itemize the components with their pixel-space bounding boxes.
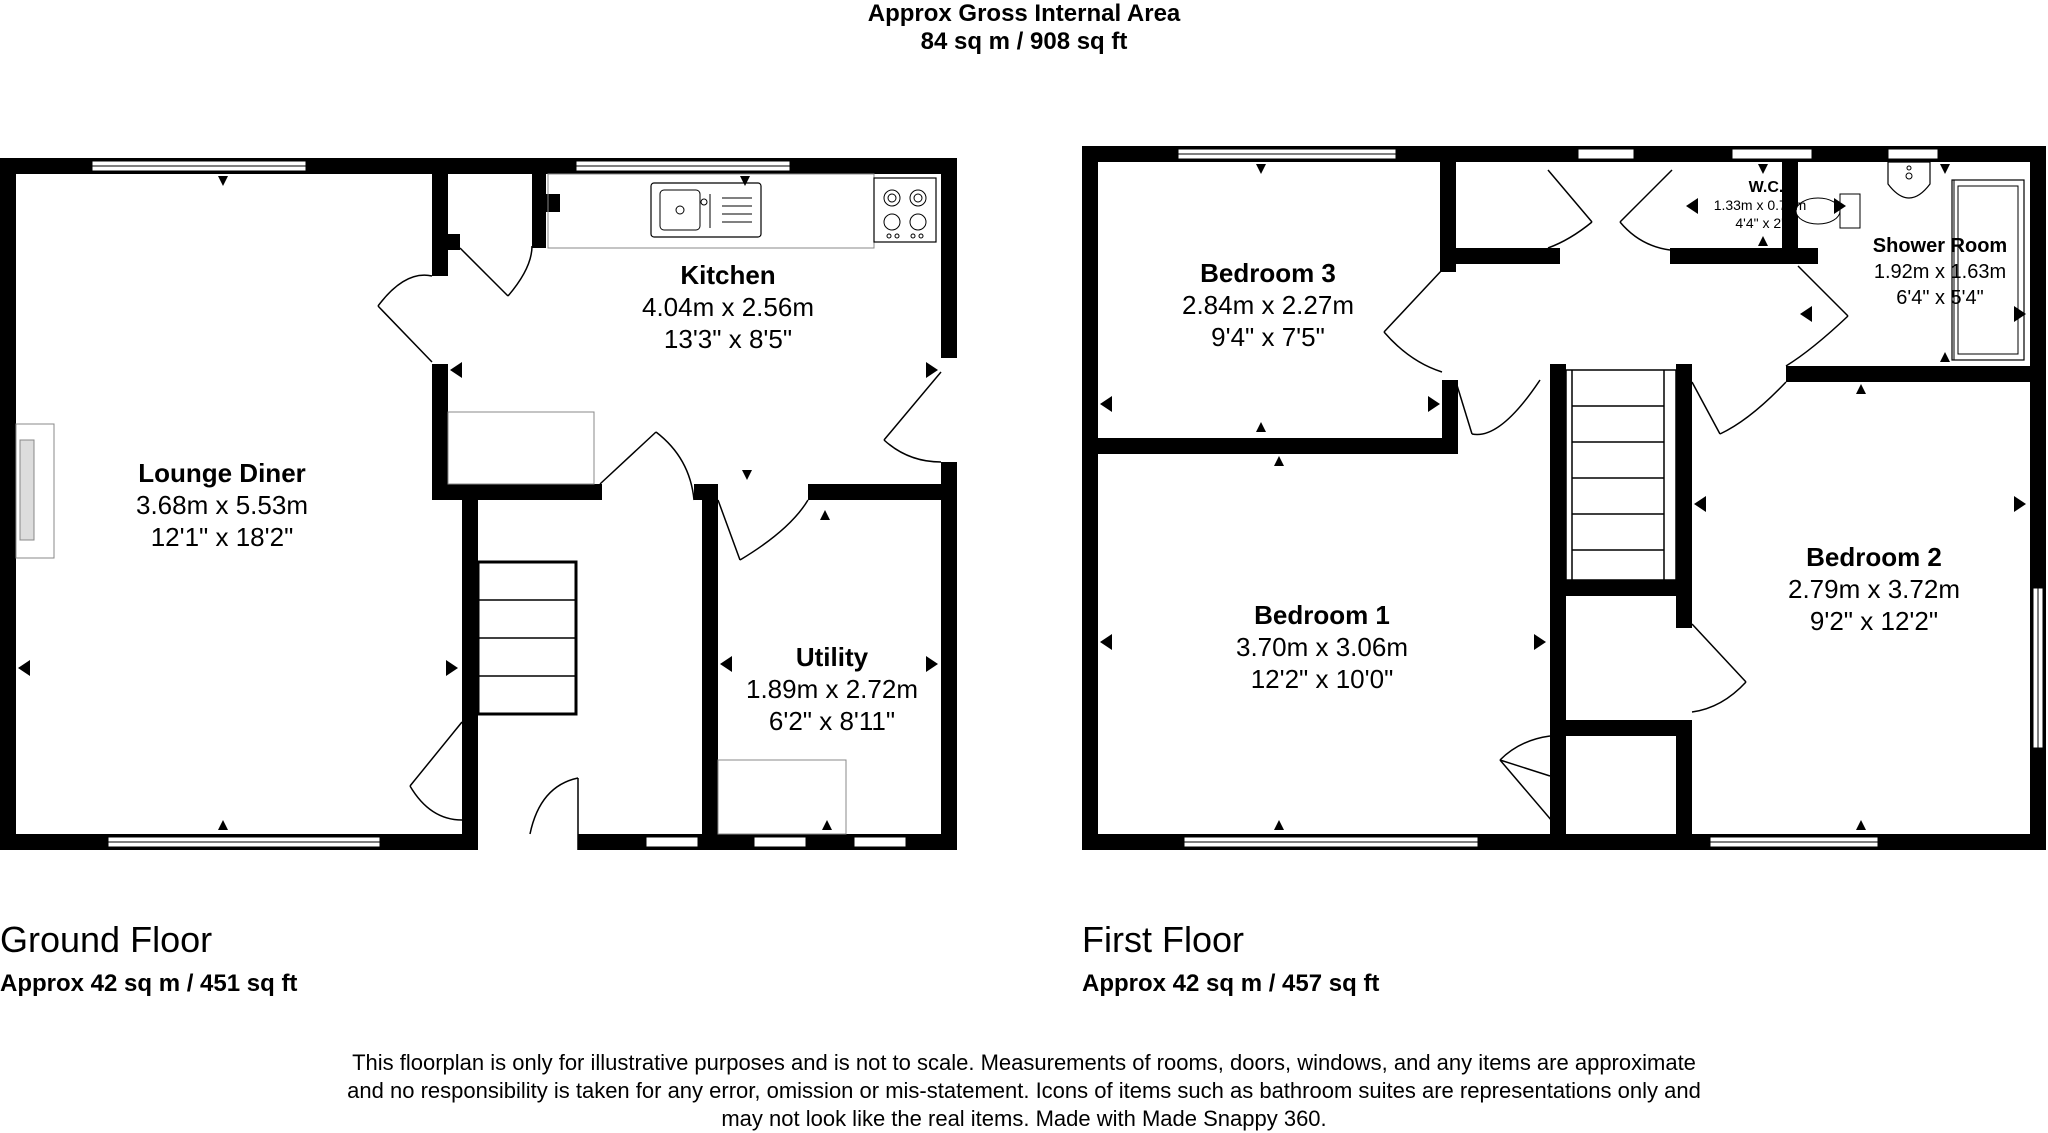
room-name-bedroom-1: Bedroom 1 <box>1254 600 1390 630</box>
room-name-wc: W.C. <box>1748 179 1784 196</box>
gf-wall-utility-north-right <box>808 484 957 500</box>
ground-floor-plan <box>0 158 957 850</box>
room-name-shower-room: Shower Room <box>1872 235 2008 257</box>
ff-wall-stair-east-low <box>1676 604 1692 628</box>
ff-west-wall <box>1082 146 1098 850</box>
gf-window-utility-south-2 <box>854 837 906 847</box>
gf-wall-pantry-stub <box>438 234 460 250</box>
ff-staircase <box>1566 370 1676 580</box>
room-dim-m-lounge-diner: 3.68m x 5.53m <box>136 490 308 520</box>
room-name-utility: Utility <box>795 642 869 672</box>
room-dim-m-bedroom-2: 2.79m x 3.72m <box>1788 574 1960 604</box>
gf-window-utility-south-1 <box>754 837 806 847</box>
first-floor-label: First Floor <box>1082 919 1244 960</box>
gf-kitchen-counter <box>448 412 594 484</box>
room-name-lounge-diner: Lounge Diner <box>138 458 306 488</box>
ground-floor-label: Ground Floor <box>0 919 213 960</box>
gf-wall-kitchen-south <box>432 484 602 500</box>
gf-wall-lounge-kitchen <box>432 364 448 500</box>
ff-wall-shower-south <box>1786 366 2030 382</box>
room-name-bedroom-3: Bedroom 3 <box>1200 258 1336 288</box>
ff-wall-cupboard2-north <box>1566 720 1678 736</box>
ff-window-shower <box>1888 149 1938 159</box>
ff-wall-stair-west <box>1550 364 1566 850</box>
gf-east-wall-upper <box>941 158 957 358</box>
ff-wall-wc-south <box>1670 248 1798 264</box>
gf-wall-pantry-right <box>532 174 546 248</box>
room-dim-ft-shower-room: 6'4" x 5'4" <box>1896 287 1984 309</box>
ff-wall-bed3-east-lower <box>1442 380 1458 454</box>
room-dim-ft-kitchen: 13'3" x 8'5" <box>663 324 793 354</box>
disclaimer-line-3: may not look like the real items. Made with Made Snappy 360. <box>721 1106 1327 1131</box>
sink-icon <box>651 183 761 237</box>
room-dim-m-bedroom-3: 2.84m x 2.27m <box>1182 290 1354 320</box>
fireplace-icon <box>16 424 54 558</box>
ff-wall-cupboard2-east <box>1676 720 1692 850</box>
room-name-bedroom-2: Bedroom 2 <box>1806 542 1942 572</box>
ground-floor-area: Approx 42 sq m / 451 sq ft <box>0 970 298 997</box>
ff-wall-stair-south <box>1566 580 1676 596</box>
gf-east-wall-lower <box>941 462 957 850</box>
gross-area-value: 84 sq m / 908 sq ft <box>920 28 1128 55</box>
basin-icon <box>1888 162 1930 198</box>
ff-wall-cupboard-stub <box>1550 248 1560 264</box>
room-dim-m-kitchen: 4.04m x 2.56m <box>642 292 814 322</box>
ff-wall-bed3-bed1 <box>1098 438 1458 454</box>
ff-wall-shower-south-left <box>1782 248 1818 264</box>
first-floor-plan <box>1082 146 2046 850</box>
gf-wall-utility-west <box>702 484 718 850</box>
hob-icon <box>874 178 936 242</box>
room-dim-m-wc: 1.33m x 0.74m <box>1713 197 1807 213</box>
first-floor-area: Approx 42 sq m / 457 sq ft <box>1082 970 1380 997</box>
room-dim-ft-bedroom-1: 12'2" x 10'0" <box>1250 664 1394 694</box>
room-dim-m-bedroom-1: 3.70m x 3.06m <box>1236 632 1408 662</box>
gf-window-hall-south <box>646 837 698 847</box>
disclaimer-line-2: and no responsibility is taken for any error, omission or mis-statement. Icons of items such as bathroom suites are representations only and <box>347 1078 1701 1103</box>
room-dim-ft-bedroom-2: 9'2" x 12'2" <box>1809 606 1939 636</box>
ff-window-wc <box>1732 149 1812 159</box>
room-dim-m-shower-room: 1.92m x 1.63m <box>1873 261 2007 283</box>
room-name-kitchen: Kitchen <box>680 260 776 290</box>
room-dim-ft-lounge-diner: 12'1" x 18'2" <box>150 522 294 552</box>
gf-staircase <box>478 562 576 714</box>
ff-wall-cupboard-south <box>1440 248 1560 264</box>
room-dim-ft-wc: 4'4" x 2'5" <box>1735 215 1797 231</box>
room-dim-m-utility: 1.89m x 2.72m <box>746 674 918 704</box>
gf-wall-stair-left-base <box>462 820 478 850</box>
room-dim-ft-utility: 6'2" x 8'11" <box>768 706 896 736</box>
ff-window-landing <box>1578 149 1634 159</box>
gf-wall-pantry-left <box>432 174 448 276</box>
gf-west-wall <box>0 158 16 850</box>
gf-wall-stair-left <box>462 500 478 830</box>
gross-area-heading: Approx Gross Internal Area <box>867 0 1181 27</box>
room-dim-ft-bedroom-3: 9'4" x 7'5" <box>1211 322 1325 352</box>
disclaimer-text <box>300 1049 1748 1133</box>
disclaimer-line-1: This floorplan is only for illustrative purposes and is not to scale. Measurements of rooms, doors, windows, and any items are approximate <box>352 1050 1696 1075</box>
ff-wall-stair-east <box>1676 364 1692 628</box>
